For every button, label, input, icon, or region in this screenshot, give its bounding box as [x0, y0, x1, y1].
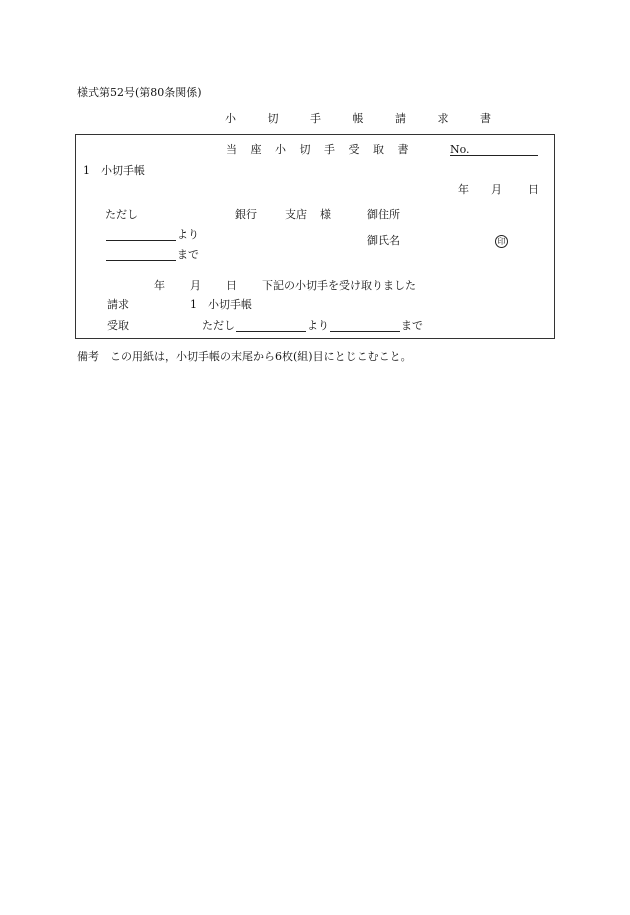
remarks-note: 備考 この用紙は，小切手帳の末尾から6枚(組)目にとじこむこと。: [77, 350, 412, 363]
bank-label: 銀行: [235, 208, 257, 221]
item-checkbook: 1 小切手帳: [83, 164, 145, 177]
from-number-line-2: [236, 331, 306, 332]
address-label: 御住所: [367, 208, 400, 221]
to-number-line-2: [330, 331, 400, 332]
receipt-form-box: [75, 134, 555, 339]
seikyu-label: 請求: [107, 298, 129, 311]
receipt-statement: 下記の小切手を受け取りました: [262, 279, 416, 292]
document-title: 小 切 手 帳 請 求 書: [225, 112, 505, 125]
receipt-title: 当 座 小 切 手 受 取 書: [226, 143, 414, 156]
made-label-2: まで: [401, 319, 423, 332]
tadashi-label-2: ただし: [202, 319, 235, 332]
date-day: 日: [528, 183, 539, 196]
receipt-year: 年: [154, 279, 165, 292]
yori-label-2: より: [307, 319, 329, 332]
branch-label: 支店: [285, 208, 307, 221]
item-checkbook-2: 1 小切手帳: [190, 298, 252, 311]
yori-label: より: [177, 228, 199, 241]
date-month: 月: [491, 183, 502, 196]
name-label: 御氏名: [367, 234, 400, 247]
tadashi-label: ただし: [105, 208, 138, 221]
form-reference: 様式第52号(第80条関係): [77, 86, 202, 99]
date-year: 年: [458, 183, 469, 196]
receipt-month: 月: [190, 279, 201, 292]
number-label: No.: [450, 143, 470, 156]
uketori-label: 受取: [107, 319, 129, 332]
to-number-line: [106, 260, 176, 261]
from-number-line: [106, 240, 176, 241]
sama-label: 様: [320, 208, 331, 221]
receipt-day: 日: [226, 279, 237, 292]
made-label: まで: [177, 248, 199, 261]
seal-mark: 印: [495, 235, 508, 248]
number-field-line: [450, 155, 538, 156]
